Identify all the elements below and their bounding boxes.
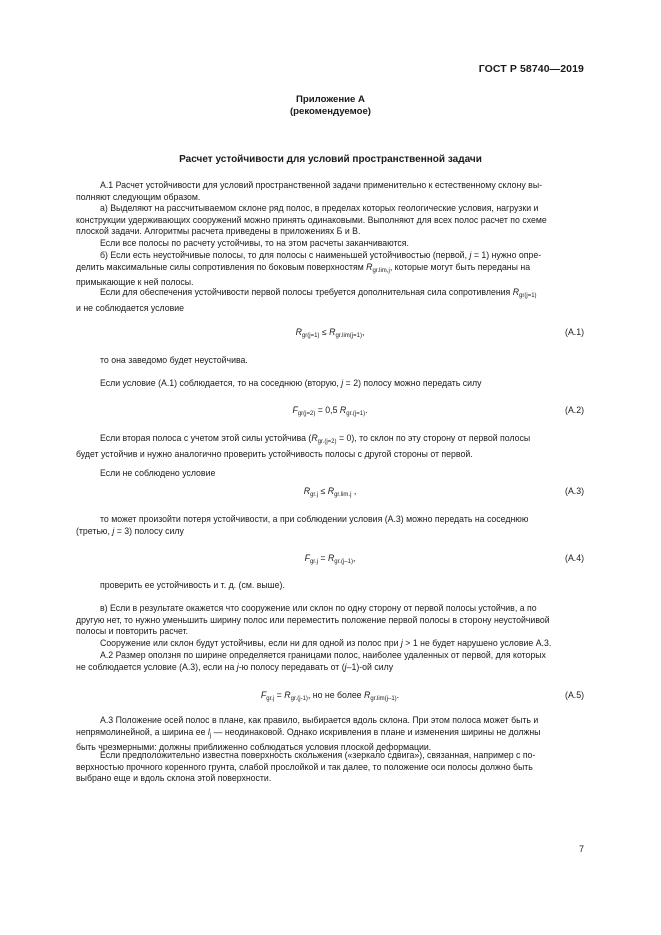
text-line: б) Если есть неустойчивые полосы, то для полосы с наименьшей устойчивостью (первой, j = 1) нужно опре- [100,250,542,260]
paragraph-resistance [76,287,584,314]
equation-a4 [76,553,584,565]
paragraph-slip-surface [76,750,584,785]
text-line: Если предположительно известна поверхность скольжения («зеркало сдвига»), связанная, например с по- [100,750,536,760]
text-line: Сооружение или склон будут устойчивы, если ни для одной из полос при j > 1 не будет нарушено условие А.3. [100,638,552,648]
formula: $F_{gr.j} = R_{gr.(j-1)}$, [304,553,356,565]
paragraph-structure-stable [76,638,584,650]
paragraph-all-stable [76,238,584,250]
equation-a1 [76,327,584,339]
paragraph-a [76,203,584,238]
text-line: выбрано еще и вдоль склона этой поверхности. [76,773,272,784]
equation-number: (А.1) [565,327,584,337]
text-line: и не соблюдается условие [76,302,185,313]
text-line: Если для обеспечения устойчивости первой полосы требуется дополнительная сила сопротивления $R_{gr(j=1)}$ [100,287,537,299]
equation-number: (А.3) [565,486,584,496]
text-unstable: то она заведомо будет неустойчива. [100,355,248,365]
text-line: плоской задачи. Алгоритмы расчета приведены в приложениях Б и В. [76,226,361,237]
equation-a2 [76,405,584,417]
text-not-met: Если не соблюдено условие [100,468,216,478]
section-heading: Расчет устойчивости для условий пространственной задачи [179,154,482,165]
text-line: Если все полосы по расчету устойчивы, то на этом расчеты заканчиваются. [100,238,409,248]
text-line: Если вторая полоса с учетом этой силы устойчива $(R_{gr.(j=2)} = 0)$, то склон по эту сторону от первой полосы [100,433,531,445]
equation-number: (А.5) [565,690,584,700]
text-line: в) Если в результате окажется что сооружение или склон по одну сторону от первой полосы устойчив, а по [100,603,537,613]
text-condition-met: Если условие (А.1) соблюдается, то на соседнюю (вторую, j = 2) полосу можно передать силу [100,378,482,388]
equation-number: (А.2) [565,405,584,415]
paragraph-a2 [76,650,584,673]
paragraph-second-strip [76,433,584,460]
text-line: делить максимальные силы сопротивления по боковым поверхностям $R_{gr.lim,j}$, которые могут быть переданы на [76,261,531,274]
paragraph-a1 [76,180,584,203]
text-line: полняют следующим образом. [76,191,201,202]
text-line: не соблюдается условие (А.3), если на j-ю полосу передавать от (j–1)-ой силу [76,661,394,672]
text-line: примыкающие к ней полосы. [76,277,194,288]
equation-a5 [76,690,584,702]
equation-a3 [76,486,584,498]
text-line: будет устойчив и нужно аналогично проверить устойчивость полосы с другой стороны от первой. [76,448,473,459]
text-line: а) Выделяют на рассчитываемом склоне ряд полос, в пределах которых геологические условия, нагрузки и [100,203,539,213]
text-line: верхностью прочного коренного грунта, слабой прослойкой и так далее, то положение оси полосы должно быть [76,761,533,772]
annex-subtitle: (рекомендуемое) [289,106,371,117]
standard-number: ГОСТ Р 58740—2019 [478,63,584,75]
text-line: другую нет, то нужно уменьшить ширину полос или переместить положение первой полосы в сторону неустойчивой [76,614,550,625]
text-line: (третью, j = 3) полосу силу [76,525,184,536]
text-line: А.3 Положение осей полос в плане, как правило, выбирается вдоль склона. При этом полоса может быть и [100,715,539,725]
paragraph-a3 [76,715,584,754]
paragraph-b [76,250,584,289]
text-line: А.2 Размер оползня по ширине определяется границами полос, наиболее удаленных от первой, для которых [100,650,546,660]
formula: $R_{gr.j} \le R_{gr.lim.j}$ , [303,486,357,498]
paragraph-loss-stability [76,514,584,537]
text-line: то может произойти потеря устойчивости, а при соблюдении условия (А.3) можно передать на соседнюю [100,514,529,524]
text-line: быть чрезмерными: должны приближенно соблюдаться условия плоской деформации. [76,742,432,753]
formula: $F_{gr(j=2)} = 0,5$ $R_{gr.(j=1)}$. [292,405,368,417]
text-check: проверить ее устойчивость и т. д. (см. выше). [100,580,285,590]
page-number: 7 [578,844,584,854]
formula: $R_{gr(j=1)} \le R_{gr.lim(j=1)}$, [295,327,365,339]
equation-number: (А.4) [565,553,584,563]
paragraph-c [76,603,584,638]
text-line: А.1 Расчет устойчивости для условий пространственной задачи применительно к естественному склону вы- [100,180,543,190]
text-line: непрямолинейной, а ширина ее $l_j$ — неодинаковой. Однако искривления в плане и изменения ширины не должны [76,726,541,739]
formula: $F_{gr.j} = R_{gr.(j-1)}$, но не более $R_{gr.lim(j-1)}$. [260,690,400,702]
text-line: полосы и повторить расчет. [76,626,189,637]
annex-title: Приложение А [296,94,365,105]
text-line: конструкции удерживающих сооружений можно принять одинаковыми. Выполняют для всех полос расчет по схеме [76,214,547,225]
